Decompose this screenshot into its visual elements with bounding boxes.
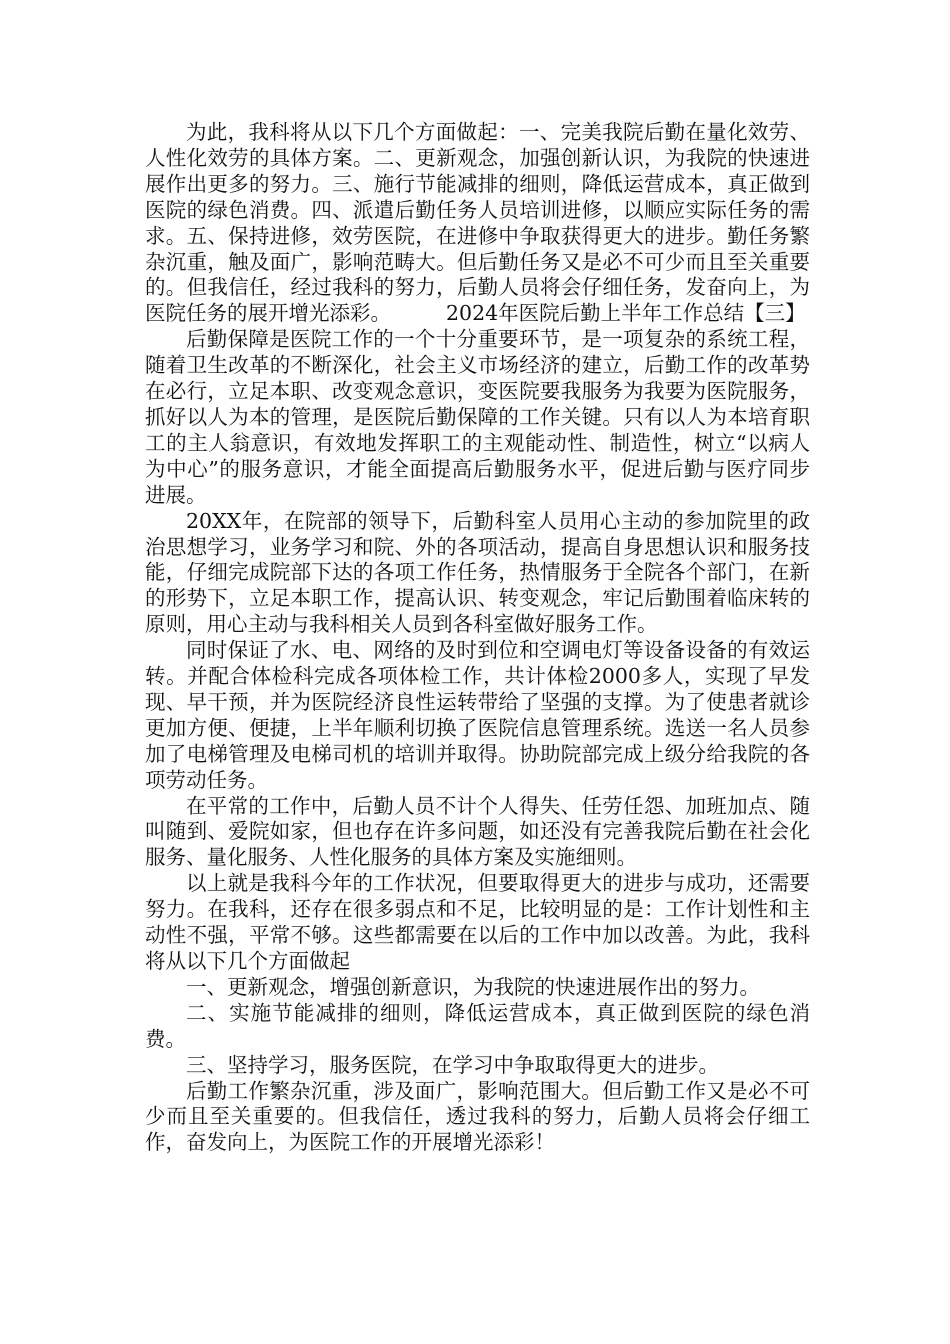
document-body: [145, 120, 810, 1156]
list-item: 二、实施节能减排的细则，降低运营成本，真正做到医院的绿色消费。: [145, 1000, 810, 1051]
section-heading: 2024年医院后勤上半年工作总结【三】: [446, 301, 806, 326]
paragraph-intro: [145, 120, 810, 327]
paragraph: 后勤保障是医院工作的一个十分重要环节，是一项复杂的系统工程，随着卫生改革的不断深化，社会主义市场经济的建立，后勤工作的改革势在必行，立足本职、改变观念意识，变医院要我服务为我要为医院服务，抓好以人为本的管理，是医院后勤保障的工作关键。只有以人为本培育职工的主人翁意识，有效地发挥职工的主观能动性、制造性，树立“以病人为中心”的服务意识，才能全面提高后勤服务水平，促进后勤与医疗同步进展。: [145, 327, 810, 507]
paragraph: 20XX年，在院部的领导下，后勤科室人员用心主动的参加院里的政治思想学习，业务学习和院、外的各项活动，提高自身思想认识和服务技能，仔细完成院部下达的各项工作任务，热情服务于全院各个部门，在新的形势下，立足本职工作，提高认识、转变观念，牢记后勤围着临床转的原则，用心主动与我科相关人员到各科室做好服务工作。: [145, 508, 810, 637]
paragraph: 后勤工作繁杂沉重，涉及面广，影响范围大。但后勤工作又是必不可少而且至关重要的。但我信任，透过我科的努力，后勤人员将会仔细工作，奋发向上，为医院工作的开展增光添彩！: [145, 1078, 810, 1155]
paragraph: 同时保证了水、电、网络的及时到位和空调电灯等设备设备的有效运转。并配合体检科完成各项体检工作，共计体检2000多人，实现了早发现、早干预，并为医院经济良性运转带给了坚强的支撑。为了使患者就诊更加方便、便捷，上半年顺利切换了医院信息管理系统。选送一名人员参加了电梯管理及电梯司机的培训并取得。协助院部完成上级分给我院的各项劳动任务。: [145, 638, 810, 792]
list-item: 一、更新观念，增强创新意识，为我院的快速进展作出的努力。: [186, 974, 760, 999]
paragraph: 在平常的工作中，后勤人员不计个人得失、任劳任怨、加班加点、随叫随到、爱院如家，但也存在许多问题，如还没有完善我院后勤在社会化服务、量化服务、人性化服务的具体方案及实施细则。: [145, 793, 810, 870]
paragraph-intro-text: 为此，我科将从以下几个方面做起：一、完美我院后勤在量化效劳、人性化效劳的具体方案。二、更新观念，加强创新认识，为我院的快速进展作出更多的努力。三、施行节能减排的细则，降低运营成本，真正做到医院的绿色消费。四、派遣后勤任务人员培训进修，以顺应实际任务的需求。五、保持进修，效劳医院，在进修中争取获得更大的进步。勤任务繁杂沉重，触及面广，影响范畴大。但后勤任务又是必不可少而且至关重要的。但我信任，经过我科的努力，后勤人员将会仔细任务，发奋向上，为医院任务的展开增光添彩。: [145, 120, 810, 326]
list-item: 三、坚持学习，服务医院，在学习中争取取得更大的进步。: [186, 1052, 719, 1077]
paragraph: 以上就是我科今年的工作状况，但要取得更大的进步与成功，还需要努力。在我科，还存在很多弱点和不足，比较明显的是：工作计划性和主动性不强，平常不够。这些都需要在以后的工作中加以改善。为此，我科将从以下几个方面做起: [145, 871, 810, 973]
